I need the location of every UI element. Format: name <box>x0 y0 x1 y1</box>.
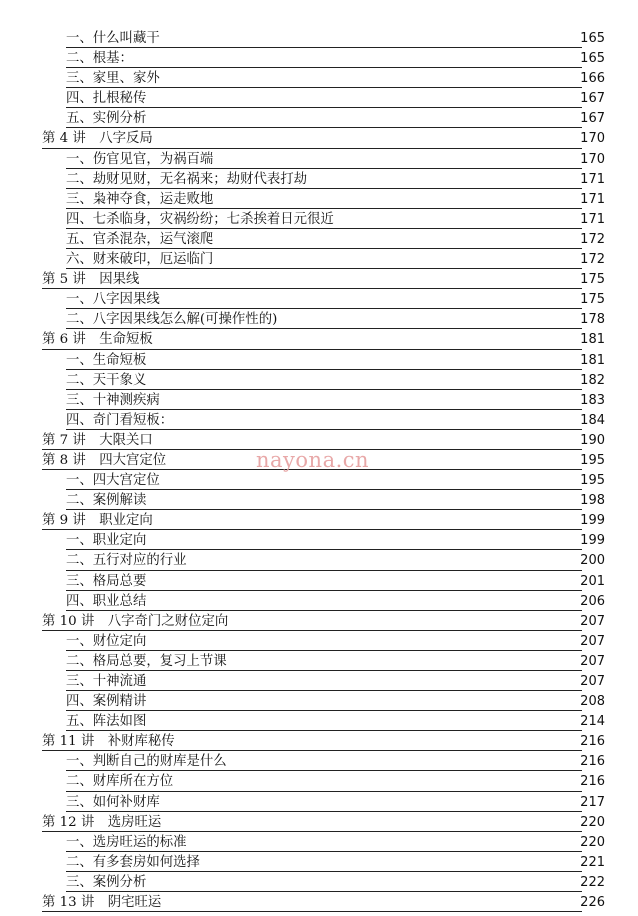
toc-chapter-row[interactable] <box>0 813 638 833</box>
toc-leader-line <box>66 328 582 329</box>
toc-page-number: 195 <box>580 452 605 468</box>
toc-page-number: 165 <box>580 31 605 46</box>
toc-page-number: 166 <box>580 71 605 87</box>
toc-entry-title: 一、八字因果线 <box>66 292 160 308</box>
toc-page-number: 165 <box>580 51 605 67</box>
toc-page-number: 175 <box>580 292 605 308</box>
toc-chapter-row[interactable] <box>0 732 638 752</box>
toc-entry-title: 第 5 讲 因果线 <box>42 272 140 288</box>
toc-leader-line <box>42 349 582 350</box>
toc-section-row[interactable] <box>0 491 638 511</box>
toc-chapter-row[interactable] <box>0 612 638 632</box>
toc-section-row[interactable] <box>0 69 638 89</box>
toc-entry-title: 一、四大宫定位 <box>66 473 160 489</box>
toc-page-number: 178 <box>580 312 605 328</box>
toc-page-number: 198 <box>580 493 605 509</box>
toc-section-row[interactable] <box>0 833 638 853</box>
toc-leader-line <box>66 871 582 872</box>
toc-leader-line <box>42 750 582 751</box>
toc-leader-line <box>66 389 582 390</box>
toc-entry-title: 三、案例分析 <box>66 874 147 890</box>
toc-entry-title: 二、格局总要，复习上节课 <box>66 653 227 669</box>
toc-leader-line <box>42 148 582 149</box>
toc-section-row[interactable] <box>0 652 638 672</box>
toc-page-number: 171 <box>580 211 605 227</box>
toc-section-row[interactable] <box>0 210 638 230</box>
toc-entry-title: 四、扎根秘传 <box>66 91 147 107</box>
toc-leader-line <box>66 851 582 852</box>
toc-page-number: 172 <box>580 252 605 268</box>
toc-leader-line <box>66 710 582 711</box>
toc-section-row[interactable] <box>0 411 638 431</box>
toc-entry-title: 一、财位定向 <box>66 633 147 649</box>
toc-entry-title: 一、判断自己的财库是什么 <box>66 754 227 770</box>
toc-leader-line <box>66 549 582 550</box>
toc-page-number: 170 <box>580 151 605 167</box>
toc-section-row[interactable] <box>0 692 638 712</box>
toc-section-row[interactable] <box>0 250 638 270</box>
toc-page-number: 201 <box>580 573 605 589</box>
toc-leader-line <box>66 107 582 108</box>
toc-chapter-row[interactable] <box>0 270 638 290</box>
toc-page-number: 167 <box>580 91 605 107</box>
toc-page-number: 171 <box>580 171 605 187</box>
toc-page-number: 170 <box>580 131 605 147</box>
toc-leader-line <box>66 891 582 892</box>
toc-chapter-row[interactable] <box>0 893 638 913</box>
toc-leader-line <box>66 67 582 68</box>
toc-entry-title: 第 4 讲 八字反局 <box>42 131 153 147</box>
toc-leader-line <box>66 650 582 651</box>
toc-leader-line <box>42 831 582 832</box>
toc-section-row[interactable] <box>0 150 638 170</box>
toc-page-number: 220 <box>580 814 605 830</box>
toc-page-number: 181 <box>580 352 605 368</box>
toc-entry-title: 三、家里、家外 <box>66 71 160 87</box>
toc-leader-line <box>66 409 582 410</box>
toc-page-number: 216 <box>580 734 605 750</box>
toc-section-row[interactable] <box>0 29 638 49</box>
toc-section-row[interactable] <box>0 592 638 612</box>
toc-leader-line <box>66 770 582 771</box>
toc-section-row[interactable] <box>0 471 638 491</box>
toc-page-number: 199 <box>580 533 605 549</box>
toc-entry-title: 五、阵法如图 <box>66 714 147 730</box>
toc-leader-line <box>66 369 582 370</box>
toc-entry-title: 三、十神测疾病 <box>66 392 160 408</box>
toc-entry-title: 二、根基： <box>66 51 133 67</box>
toc-leader-line <box>66 47 582 48</box>
toc-entry-title: 二、有多套房如何选择 <box>66 854 200 870</box>
toc-entry-title: 第 13 讲 阴宅旺运 <box>42 895 162 911</box>
toc-entry-title: 二、天干象义 <box>66 372 147 388</box>
toc-section-row[interactable] <box>0 752 638 772</box>
toc-page-number: 181 <box>580 332 605 348</box>
toc-page-number: 190 <box>580 432 605 448</box>
toc-entry-title: 第 6 讲 生命短板 <box>42 332 153 348</box>
toc-page-number: 182 <box>580 372 605 388</box>
toc-section-row[interactable] <box>0 371 638 391</box>
toc-leader-line <box>66 570 582 571</box>
toc-page-number: 208 <box>580 694 605 710</box>
toc-leader-line <box>66 590 582 591</box>
toc-page-number: 221 <box>580 854 605 870</box>
toc-leader-line <box>66 429 582 430</box>
toc-page-number: 214 <box>580 714 605 730</box>
toc-page-number: 207 <box>580 613 605 629</box>
toc-entry-title: 一、生命短板 <box>66 352 147 368</box>
toc-entry-title: 第 10 讲 八字奇门之财位定向 <box>42 613 229 629</box>
watermark: nayona.cn <box>256 448 370 472</box>
toc-leader-line <box>66 188 582 189</box>
toc-page-number: 222 <box>580 874 605 890</box>
toc-entry-title: 二、五行对应的行业 <box>66 553 187 569</box>
toc-leader-line <box>66 248 582 249</box>
toc-section-row[interactable] <box>0 772 638 792</box>
toc-page-number: 216 <box>580 754 605 770</box>
toc-leader-line <box>66 228 582 229</box>
toc-section-row[interactable] <box>0 853 638 873</box>
toc-section-row[interactable] <box>0 89 638 109</box>
toc-page-number: 183 <box>580 392 605 408</box>
toc-entry-title: 四、七杀临身，灾祸纷纷；七杀挨着日元很近 <box>66 211 334 227</box>
toc-leader-line <box>66 791 582 792</box>
toc-page-number: 216 <box>580 774 605 790</box>
toc-entry-title: 四、案例精讲 <box>66 694 147 710</box>
toc-section-row[interactable] <box>0 310 638 330</box>
toc-page-number: 207 <box>580 653 605 669</box>
toc-leader-line <box>42 911 582 912</box>
toc-leader-line <box>66 811 582 812</box>
toc-leader-line <box>66 168 582 169</box>
toc-page-number: 167 <box>580 111 605 127</box>
toc-leader-line <box>66 87 582 88</box>
toc-entry-title: 二、财库所在方位 <box>66 774 174 790</box>
toc-leader-line <box>42 630 582 631</box>
toc-entry-title: 二、劫财见财，无名祸来；劫财代表打劫 <box>66 171 308 187</box>
toc-entry-title: 三、枭神夺食，运走败地 <box>66 191 214 207</box>
toc-section-row[interactable] <box>0 873 638 893</box>
toc-leader-line <box>66 509 582 510</box>
toc-entry-title: 第 8 讲 四大宫定位 <box>42 452 167 468</box>
toc-entry-title: 三、如何补财库 <box>66 794 160 810</box>
toc-entry-title: 五、官杀混杂，运气滚爬 <box>66 231 214 247</box>
toc-entry-title: 二、案例解读 <box>66 493 147 509</box>
toc-page-number: 206 <box>580 593 605 609</box>
toc-section-row[interactable] <box>0 230 638 250</box>
toc-page-number: 171 <box>580 191 605 207</box>
toc-entry-title: 一、伤官见官，为祸百端 <box>66 151 214 167</box>
toc-page-number: 175 <box>580 272 605 288</box>
toc-section-row[interactable] <box>0 793 638 813</box>
toc-section-row[interactable] <box>0 190 638 210</box>
toc-entry-title: 三、格局总要 <box>66 573 147 589</box>
toc-section-row[interactable] <box>0 672 638 692</box>
toc-section-row[interactable] <box>0 632 638 652</box>
toc-entry-title: 二、八字因果线怎么解(可操作性的) <box>66 312 278 328</box>
toc-entry-title: 一、选房旺运的标准 <box>66 834 187 850</box>
toc-section-row[interactable] <box>0 551 638 571</box>
toc-leader-line <box>66 610 582 611</box>
toc-entry-title: 第 9 讲 职业定向 <box>42 513 153 529</box>
toc-leader-line <box>66 208 582 209</box>
toc-section-row[interactable] <box>0 531 638 551</box>
toc-entry-title: 六、财来破印，厄运临门 <box>66 252 214 268</box>
toc-page-number: 200 <box>580 553 605 569</box>
toc-leader-line <box>66 127 582 128</box>
toc-section-row[interactable] <box>0 49 638 69</box>
toc-entry-title: 三、十神流通 <box>66 674 147 689</box>
toc-entry-title: 四、职业总结 <box>66 593 147 609</box>
toc-entry-title: 四、奇门看短板： <box>66 412 174 428</box>
toc-page-number: 217 <box>580 794 605 810</box>
toc-page-number: 207 <box>580 674 605 689</box>
toc-section-row[interactable] <box>0 170 638 190</box>
toc-leader-line <box>66 730 582 731</box>
toc-section-row[interactable] <box>0 109 638 129</box>
toc-entry-title: 第 12 讲 选房旺运 <box>42 814 162 830</box>
toc-page-number: 199 <box>580 513 605 529</box>
toc-entry-title: 一、什么叫藏干 <box>66 31 160 46</box>
toc-chapter-row[interactable] <box>0 511 638 531</box>
toc-page-number: 207 <box>580 633 605 649</box>
toc-section-row[interactable] <box>0 572 638 592</box>
toc-entry-title: 第 7 讲 大限关口 <box>42 432 153 448</box>
toc-chapter-row[interactable] <box>0 330 638 350</box>
toc-section-row[interactable] <box>0 290 638 310</box>
toc-page-number: 226 <box>580 895 605 911</box>
toc-section-row[interactable] <box>0 351 638 371</box>
toc-entry-title: 五、实例分析 <box>66 111 147 127</box>
toc-leader-line <box>42 288 582 289</box>
toc-section-row[interactable] <box>0 391 638 411</box>
toc-leader-line <box>66 308 582 309</box>
toc-leader-line <box>42 529 582 530</box>
toc-leader-line <box>66 670 582 671</box>
toc-page-number: 195 <box>580 473 605 489</box>
toc-chapter-row[interactable] <box>0 129 638 149</box>
toc-page-number: 172 <box>580 231 605 247</box>
toc-entry-title: 一、职业定向 <box>66 533 147 549</box>
toc-entry-title: 第 11 讲 补财库秘传 <box>42 734 175 750</box>
toc-leader-line <box>66 489 582 490</box>
toc-leader-line <box>66 268 582 269</box>
toc-page-number: 220 <box>580 834 605 850</box>
toc-leader-line <box>66 690 582 691</box>
toc-page-number: 184 <box>580 412 605 428</box>
toc-section-row[interactable] <box>0 712 638 732</box>
